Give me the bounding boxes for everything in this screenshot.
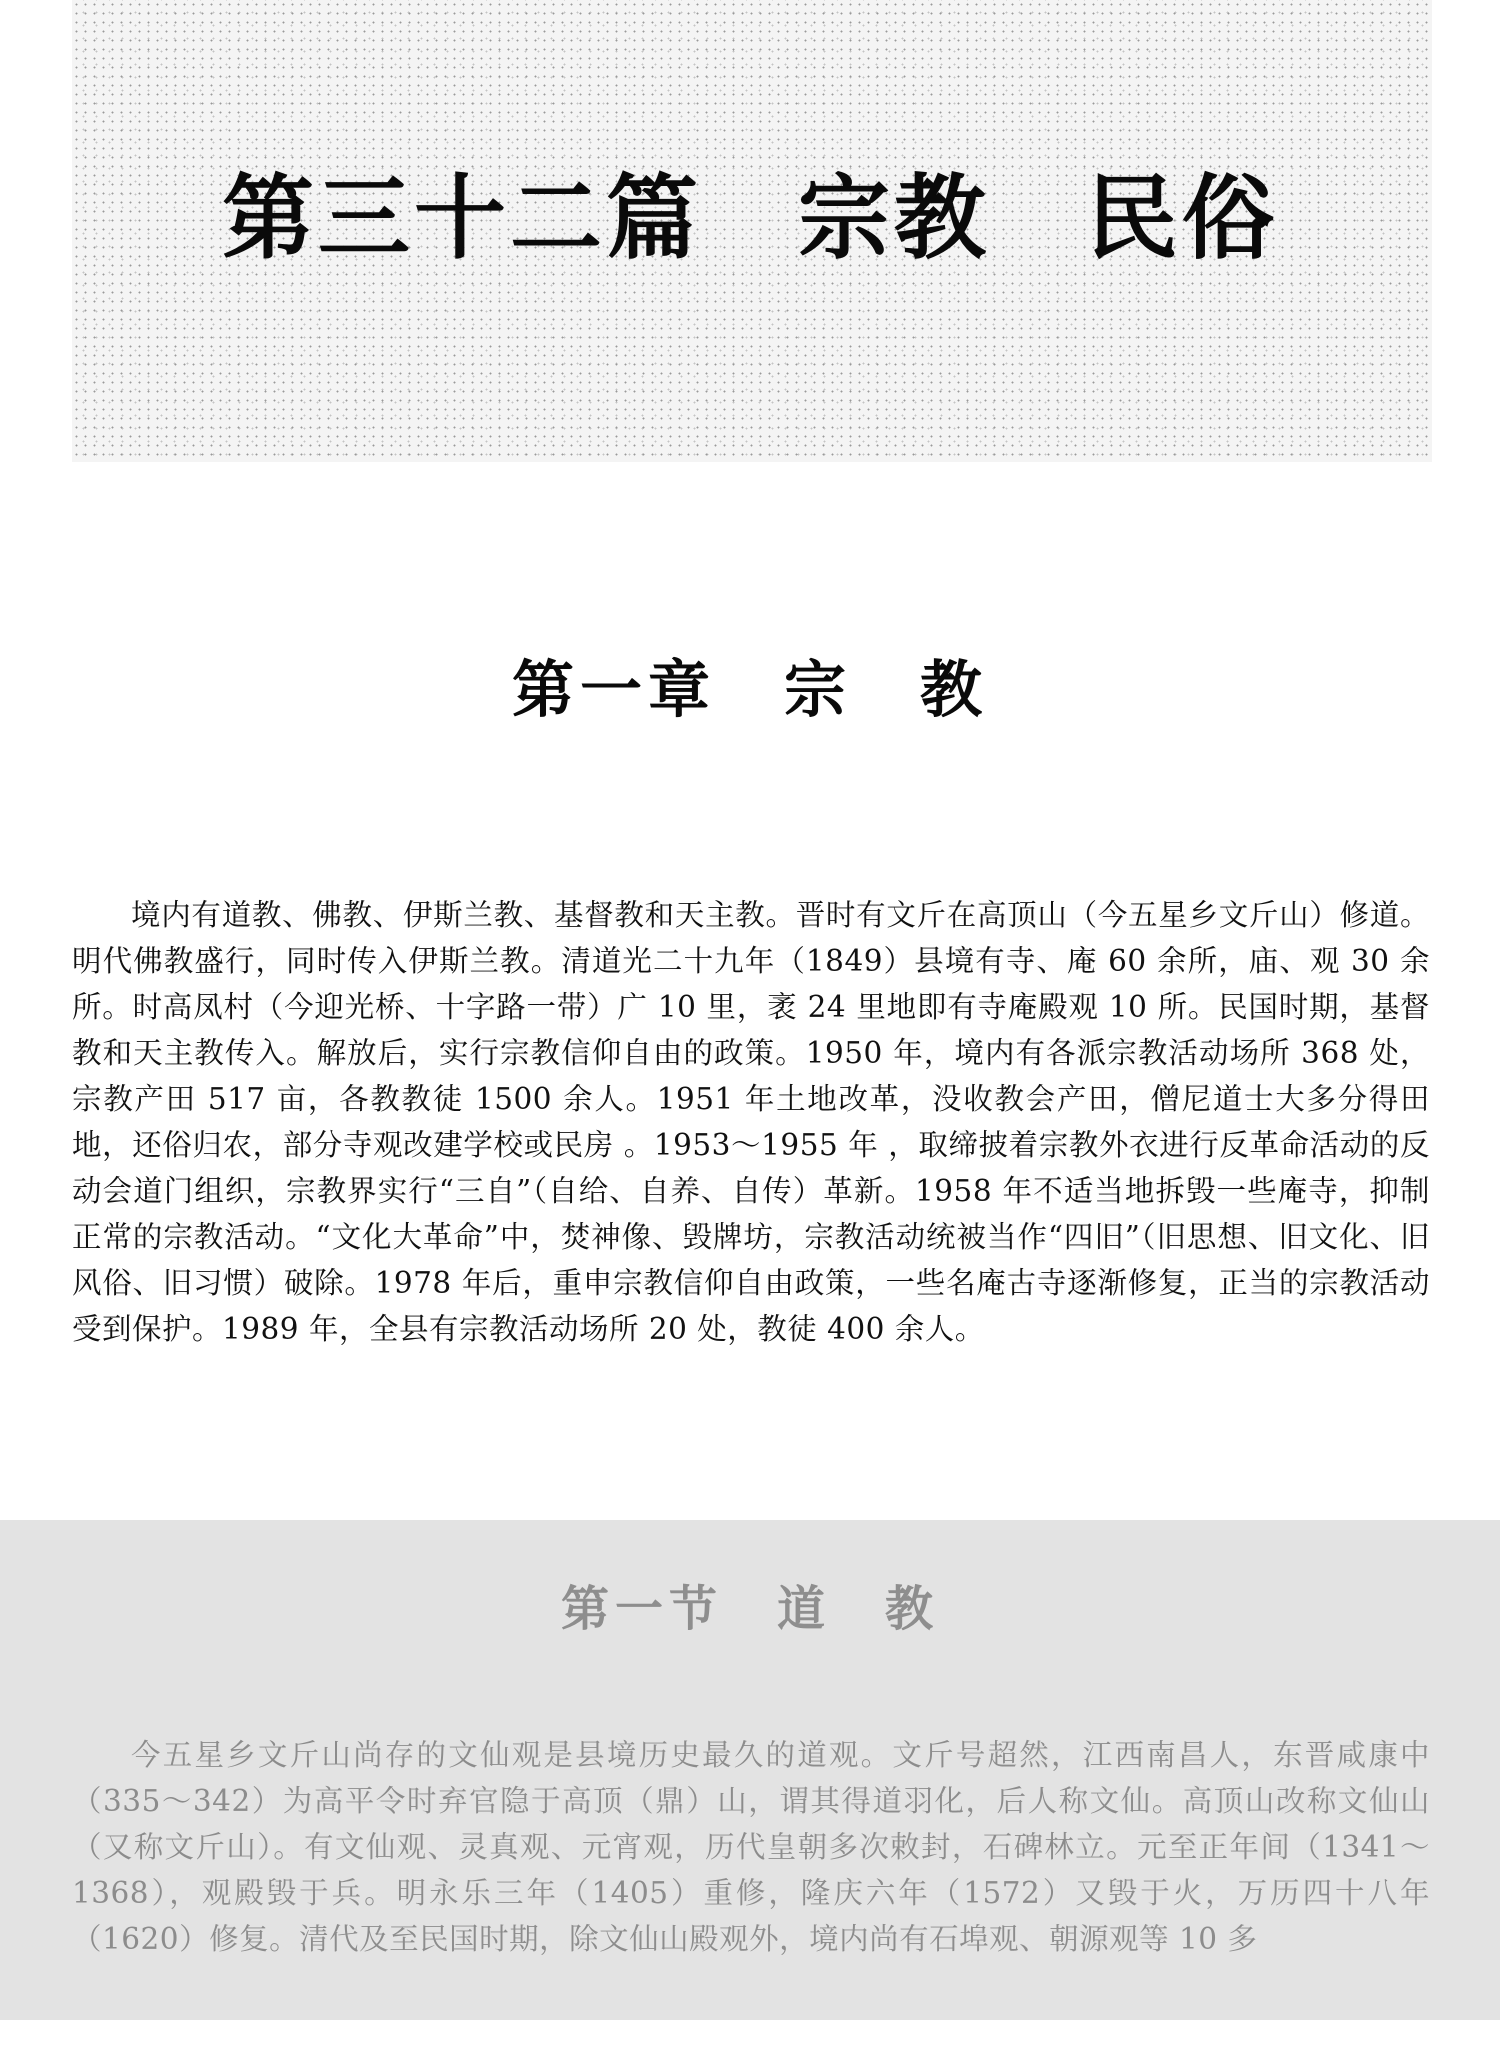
chapter-intro-paragraph: 境内有道教、佛教、伊斯兰教、基督教和天主教。晋时有文斤在高顶山（今五星乡文斤山）修道。明代佛教盛行，同时传入伊斯兰教。清道光二十九年（1849）县境有寺、庵 60 余所，庙、观 30 余所。时高凤村（今迎光桥、十字路一带）广 10 里，袤 24 里地即有寺庵殿观 10 所。民国时期，基督教和天主教传入。解放后，实行宗教信仰自由的政策。1950 年，境内有各派宗教活动场所 368 处，宗教产田 517 亩，各教教徒 1500 余人。1951 年土地改革，没收教会产田，僧尼道士大多分得田地，还俗归农，部分寺观改建学校或民房 。1953～1955 年 ，取缔披着宗教外衣进行反革命活动的反动会道门组织，宗教界实行“三自”（自给、自养、自传）革新。1958 年不适当地拆毁一些庵寺，抑制正常的宗教活动。“文化大革命”中，焚神像、毁牌坊，宗教活动统被当作“四旧”（旧思想、旧文化、旧风俗、旧习惯）破除。1978 年后，重申宗教信仰自由政策，一些名庵古寺逐渐修复，正当的宗教活动受到保护。1989 年，全县有宗教活动场所 20 处，教徒 400 余人。 [72, 898, 1430, 1346]
section-title: 第一节 道 教 [560, 1581, 939, 1637]
chapter-title: 第一章 宗 教 [511, 653, 988, 726]
section-paragraph: 今五星乡文斤山尚存的文仙观是县境历史最久的道观。文斤号超然，江西南昌人，东晋咸康中（335～342）为高平令时弃官隐于高顶（鼎）山，谓其得道羽化，后人称文仙。高顶山改称文仙山（又称文斤山）。有文仙观、灵真观、元宵观，历代皇朝多次敕封，石碑林立。元至正年间（1341～1368），观殿毁于兵。明永乐三年（1405）重修，隆庆六年（1572）又毁于火，万历四十八年（1620）修复。清代及至民国时期，除文仙山殿观外，境内尚有石埠观、朝源观等 10 多 [72, 1738, 1430, 1956]
part-title: 第三十二篇 宗教 民俗 [221, 165, 1278, 272]
